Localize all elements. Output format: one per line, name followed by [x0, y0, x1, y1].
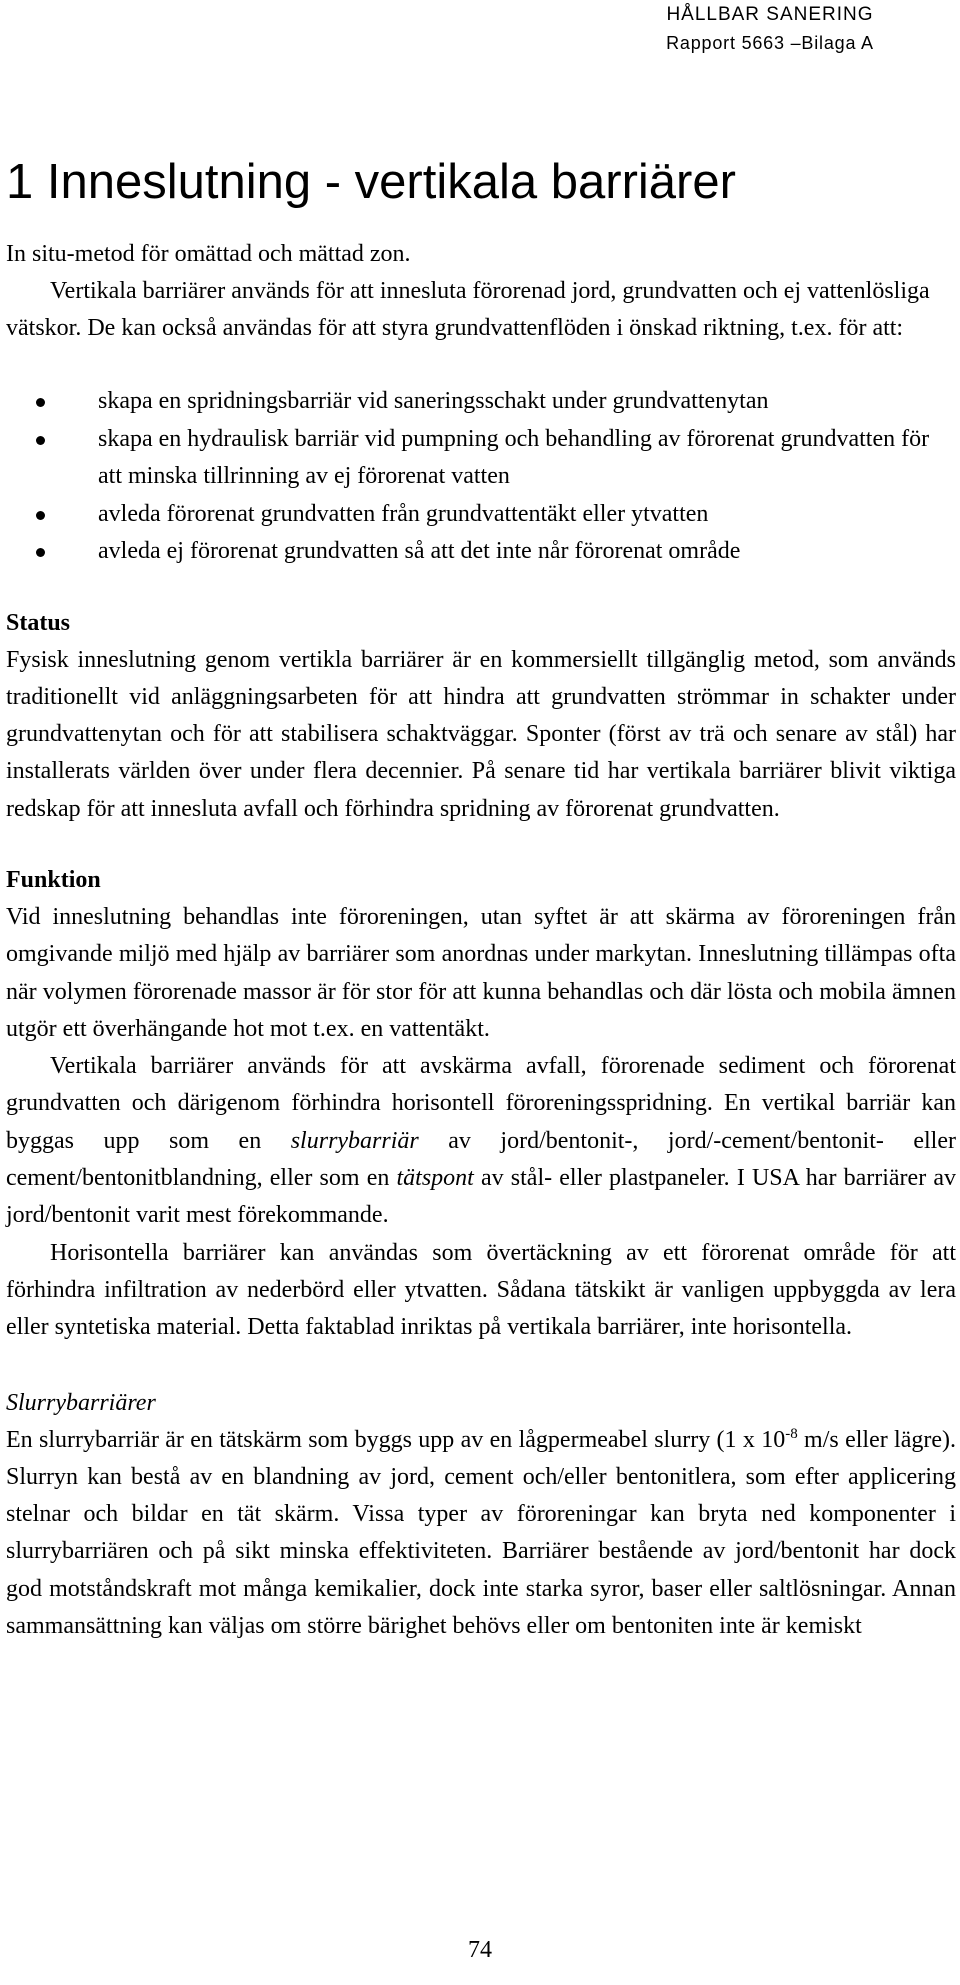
slurry-paragraph-part-2: m/s eller lägre). Slurryn kan bestå av en blandning av jord, cement och/eller bentonitlera, som efter applicering stelnar och bildar en tät skärm. Vissa typer av föroreningar kan bryta ned komponenter i slurrybarriären och på sikt minska effektiviteten. Barriärer bestående av jord/bentonit har dock god motståndskraft mot många kemikalier, dock inte starka syror, baser eller saltlösningar. Annan sammansättning kan väljas om större bärighet behövs eller om bentoniten inte är kemiskt [6, 1426, 957, 1640]
document-body [6, 152, 956, 1645]
bullet-icon [36, 548, 45, 557]
intro-section [6, 236, 956, 347]
list-item-text: avleda förorenat grundvatten från grundvattentäkt eller ytvatten [98, 500, 709, 527]
tatspont-term: tätspont [396, 1165, 474, 1192]
status-paragraph: Fysisk inneslutning genom vertikla barriärer är en kommersiellt tillgänglig metod, som används traditionellt vid anläggningsarbeten för att hindra att grundvatten strömmar in schakter under grundvattenytan och för att stabilisera schaktväggar. Sponter (först av trä och senare av stål) har installerats världen över under flera decennier. På senare tid har vertikala barriärer blivit viktiga redskap för att innesluta avfall och förhindra spridning av förorenat grundvatten. [6, 646, 956, 822]
funktion-paragraph-1: Vid inneslutning behandlas inte föroreningen, utan syftet är att skärma av föroreningen från omgivande miljö med hjälp av barriärer som anordnas under markytan. Inneslutning tillämpas ofta när volymen förorenade massor är för stor för att kunna behandlas och där lösta och mobila ämnen utgör ett överhängande hot mot t.ex. en vattentäkt. [6, 903, 956, 1042]
page-header [580, 0, 960, 58]
slurrybarrier-term: slurrybarriär [290, 1127, 419, 1154]
slurry-paragraph-part-1: En slurrybarriär är en tätskärm som byggs upp av en lågpermeabel slurry (1 x 10 [6, 1426, 786, 1453]
funktion-paragraph-2-part-3: av stål- eller plastpaneler. I USA har barriärer av jord/bentonit varit mest förekommande. [6, 1165, 956, 1229]
funktion-heading: Funktion [6, 866, 101, 893]
list-item-text: skapa en spridningsbarriär vid saneringsschakt under grundvattenytan [98, 388, 769, 414]
slurry-heading: Slurrybarriärer [6, 1389, 156, 1416]
intro-line: In situ-metod för omättad och mättad zon. [6, 241, 411, 267]
bullet-icon [36, 398, 45, 407]
slurry-paragraph [6, 1422, 956, 1646]
exponent: -8 [785, 1425, 798, 1442]
list-item [6, 421, 956, 496]
funktion-paragraph-2-part-1: Vertikala barriärer används för att avskärma avfall, förorenade sediment och förorenat grundvatten och därigenom förhindra horisontell föroreningsspridning. En vertikal barriär kan byggas upp som en [6, 1053, 956, 1154]
funktion-paragraph-2 [6, 1048, 956, 1234]
page-title: 1 Inneslutning - vertikala barriärer [6, 155, 736, 209]
purpose-list [6, 383, 956, 571]
list-item-text: skapa en hydraulisk barriär vid pumpning och behandling av förorenat grundvatten för att minska tillrinning av ej förorenat vatten [98, 425, 930, 489]
bullet-icon [36, 436, 45, 445]
list-item [6, 496, 956, 534]
header-subtitle: Rapport 5663 –Bilaga A [666, 33, 874, 53]
list-item-text: avleda ej förorenat grundvatten så att det inte når förorenat område [98, 538, 741, 564]
page-number: 74 [468, 1937, 492, 1963]
list-item [6, 383, 956, 421]
list-item [6, 533, 956, 571]
bullet-icon [36, 511, 45, 520]
funktion-paragraph-2-part-2: av jord/bentonit-, jord/-cement/bentonit- eller cement/bentonitblandning, eller som en [6, 1127, 956, 1192]
status-heading: Status [6, 609, 71, 636]
funktion-paragraph-3: Horisontella barriärer kan användas som övertäckning av ett förorenat område för att förhindra infiltration av nederbörd eller ytvatten. Sådana tätskikt är vanligen uppbyggda av lera eller syntetiska material. Detta faktablad inriktas på vertikala barriärer, inte horisontella. [6, 1239, 956, 1341]
intro-paragraph: Vertikala barriärer används för att innesluta förorenad jord, grundvatten och ej vattenlösliga vätskor. De kan också användas för att styra grundvattenflöden i önskad riktning, t.ex. för att: [6, 278, 930, 341]
header-title: HÅLLBAR SANERING [666, 4, 874, 25]
